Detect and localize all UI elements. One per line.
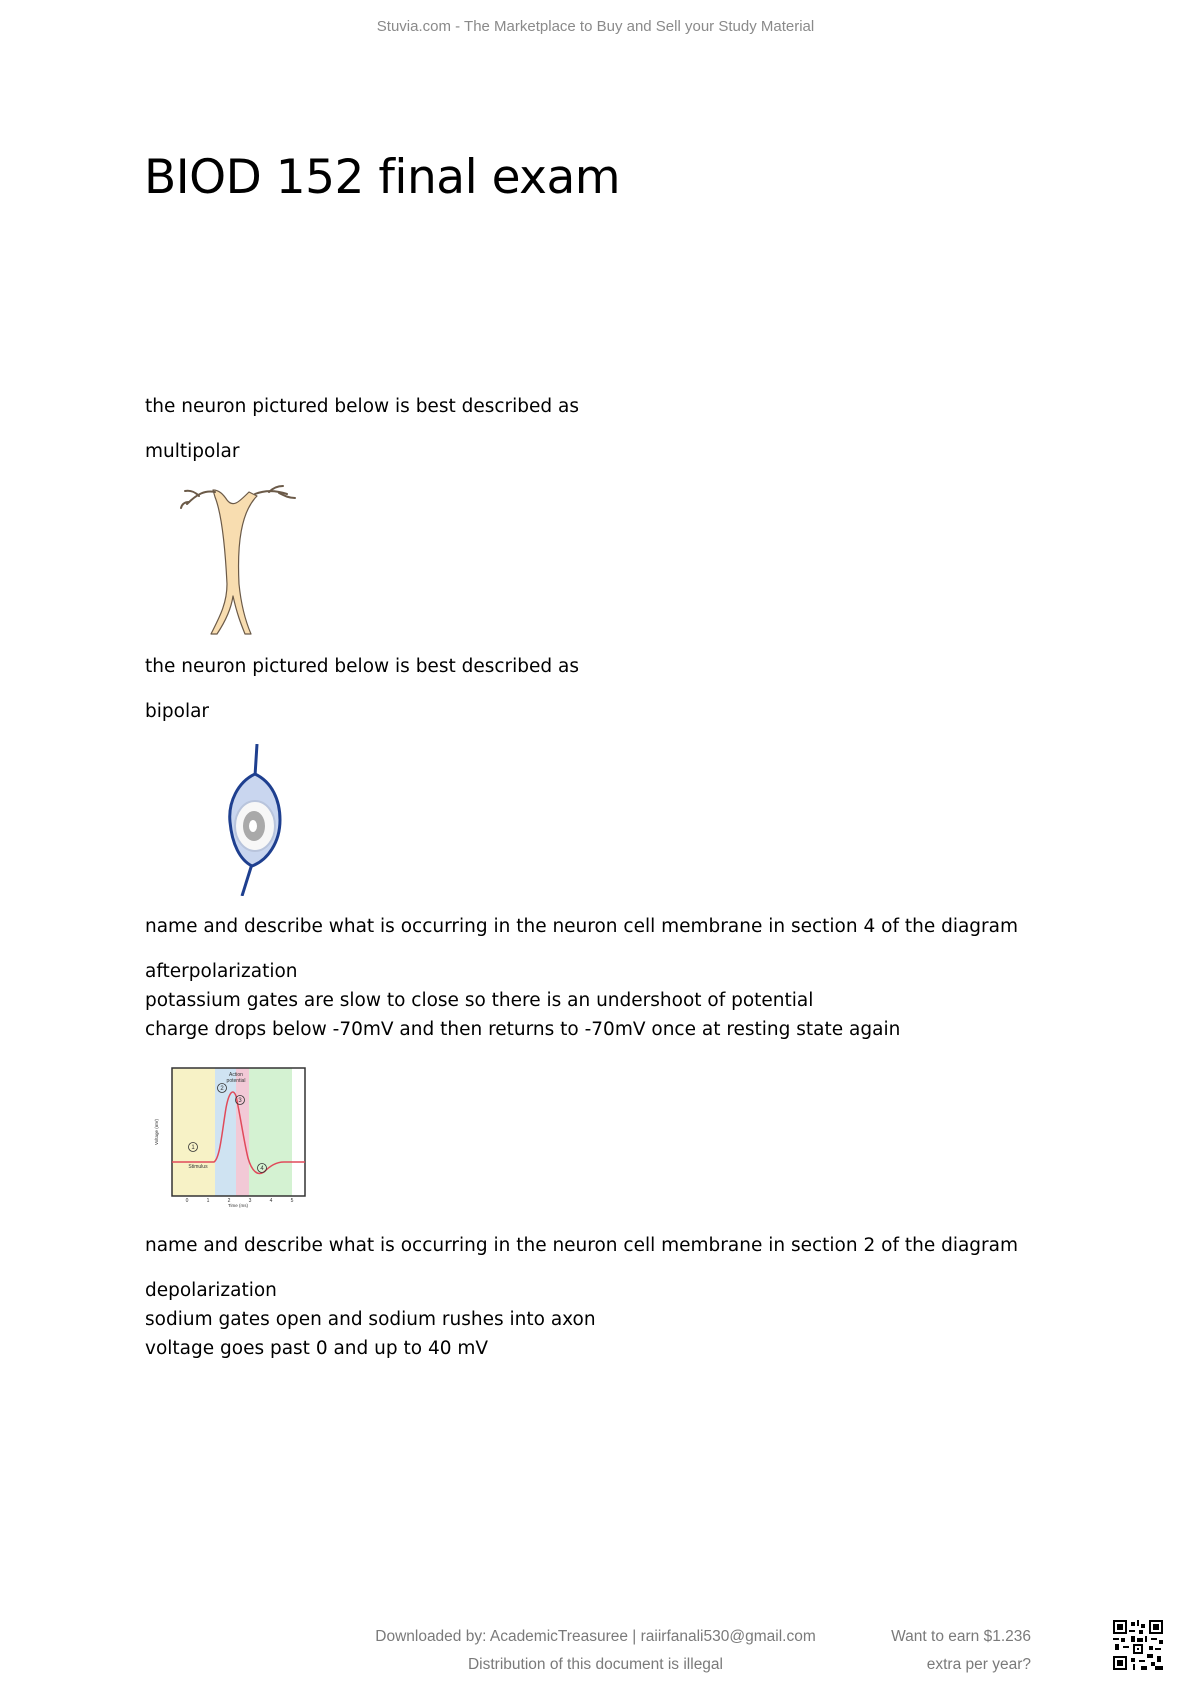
question-3: name and describe what is occurring in the neuron cell membrane in section 4 of the diagram: [145, 916, 1019, 937]
downloaded-by: Downloaded by: AcademicTreasuree | raiirfanali530@gmail.com: [375, 1628, 816, 1645]
answer-3-line-1: afterpolarization: [145, 961, 298, 982]
potential-label: potential: [226, 1078, 246, 1084]
stuvia-banner[interactable]: Stuvia.com - The Marketplace to Buy and Sell your Study Material: [376, 18, 815, 35]
region-after: [249, 1068, 292, 1196]
earn-line-1[interactable]: Want to earn $1.236: [891, 1628, 1031, 1645]
marker-3: 3: [238, 1098, 242, 1104]
marker-2: 2: [220, 1086, 224, 1092]
answer-4-line-2: sodium gates open and sodium rushes into axon: [145, 1309, 596, 1330]
y-axis-label: Voltage (mV): [154, 1118, 159, 1146]
document-title: BIOD 152 final exam: [144, 150, 621, 205]
answer-2: bipolar: [145, 701, 210, 722]
answer-4-line-1: depolarization: [145, 1280, 277, 1301]
tick-0: 0: [185, 1198, 189, 1204]
tick-4: 4: [269, 1198, 273, 1204]
distribution-notice: Distribution of this document is illegal: [467, 1656, 723, 1673]
qr-code-icon[interactable]: [1113, 1620, 1163, 1670]
marker-1: 1: [191, 1145, 195, 1151]
tick-1: 1: [206, 1198, 210, 1204]
marker-4: 4: [260, 1166, 264, 1172]
answer-4-line-3: voltage goes past 0 and up to 40 mV: [145, 1338, 489, 1359]
action-potential-diagram: [150, 1062, 320, 1212]
tick-2: 2: [227, 1198, 231, 1204]
earn-line-2[interactable]: extra per year?: [926, 1656, 1031, 1673]
answer-3-line-2: potassium gates are slow to close so there is an undershoot of potential: [145, 990, 814, 1011]
answer-3-line-3: charge drops below -70mV and then returns to -70mV once at resting state again: [145, 1019, 901, 1040]
multipolar-neuron-image: [175, 484, 300, 636]
region-resting: [172, 1068, 215, 1196]
action-label: Action: [229, 1072, 243, 1078]
region-rising: [215, 1068, 236, 1196]
tick-3: 3: [248, 1198, 252, 1204]
tick-5: 5: [290, 1198, 294, 1204]
question-4: name and describe what is occurring in the neuron cell membrane in section 2 of the diagram: [145, 1235, 1019, 1256]
bipolar-neuron-image: [222, 744, 292, 896]
question-2: the neuron pictured below is best described as: [145, 656, 579, 677]
answer-1: multipolar: [145, 441, 240, 462]
x-axis-label: Time (ms): [227, 1203, 249, 1208]
stimulus-label: Stimulus: [188, 1164, 208, 1170]
question-1: the neuron pictured below is best described as: [145, 396, 579, 417]
